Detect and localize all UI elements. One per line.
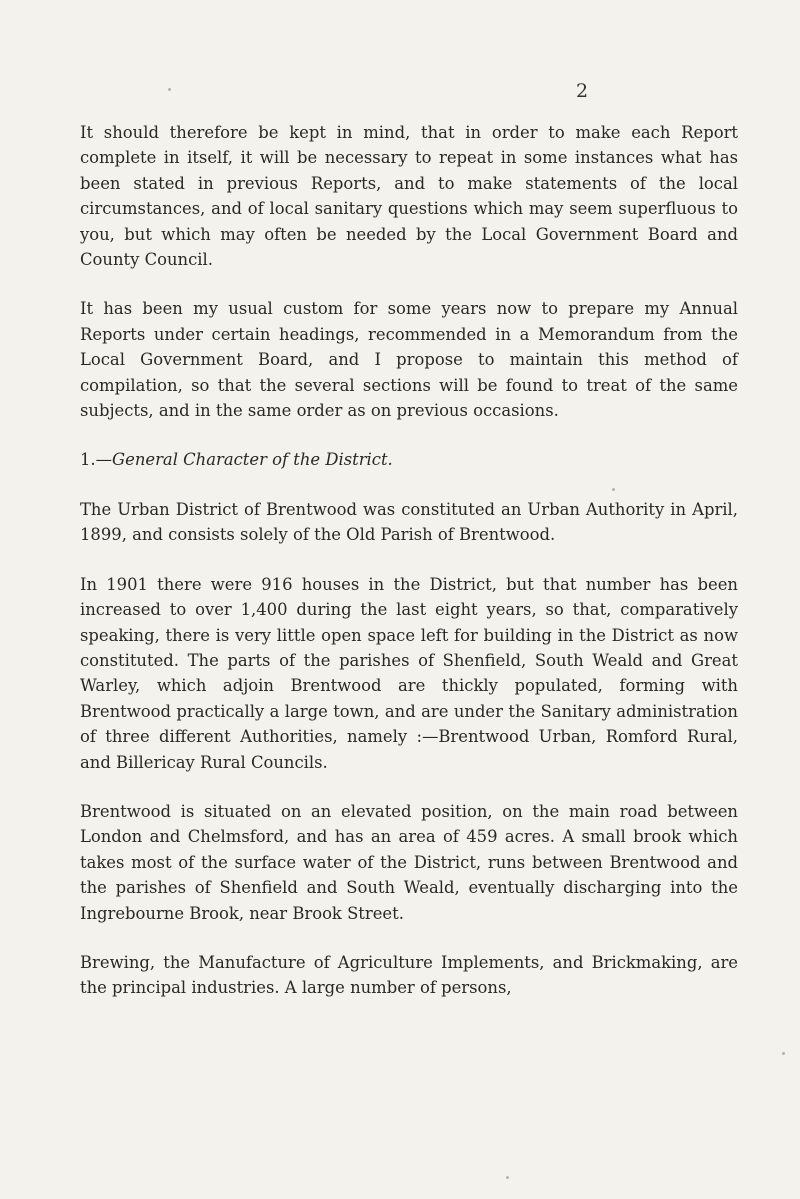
paragraph-annual-reports — [80, 296, 738, 423]
section-number: 1.— — [80, 450, 113, 470]
paper-speck — [612, 488, 615, 491]
paper-speck — [506, 1176, 509, 1179]
paper-speck — [168, 88, 171, 91]
section-heading — [80, 447, 738, 472]
body-text — [80, 120, 738, 1025]
paragraph-text: It should therefore be kept in mind, that in order to make each Report complete in itself, it will be necessary to repeat in some instances what has been stated in previous Reports, and to make statements of the local circumstances, and of local sanitary questions which may seem superfluous to you, but which may often be needed by the Local Government Board and County Council. — [80, 123, 738, 270]
paragraph-text: The Urban District of Brentwood was constituted an Urban Authority in April, 1899, and consists solely of the Old Parish of Brentwood. — [80, 499, 738, 545]
paragraph-situation — [80, 799, 738, 926]
paragraph-text: In 1901 there were 916 houses in the District, but that number has been increased to over 1,400 during the last eight years, so that, comparatively speaking, there is very little open space left for building in the District as now constituted. The parts of the parishes of Shenfield, South Weald and Great Warley, which adjoin Brentwood are thickly populated, forming with Brentwood practically a large town, and are under the Sanitary administration of three different Authorities, namely :—Brentwood Urban, Romford Rural, and Billericay Rural Councils. — [80, 574, 738, 772]
paragraph-text: Brewing, the Manufacture of Agriculture Implements, and Brickmaking, are the principal industries. A large number of persons, — [80, 952, 738, 998]
paragraph-text: It has been my usual custom for some years now to prepare my Annual Reports under certain headings, recommended in a Memorandum from the Local Government Board, and I propose to maintain this method of compilation, so that the several sections will be found to treat of the same subjects, and in the same order as on previous occasions. — [80, 299, 738, 421]
section-title: General Character of the District. — [112, 450, 393, 470]
paragraph-houses — [80, 572, 738, 775]
paragraph-report-completeness — [80, 120, 738, 272]
paragraph-urban-district — [80, 497, 738, 548]
paper-speck — [782, 1052, 785, 1055]
page-number: 2 — [576, 80, 589, 102]
paragraph-text: Brentwood is situated on an elevated position, on the main road between London and Chelmsford, and has an area of 459 acres. A small brook which takes most of the surface water of the District, runs between Brentwood and the parishes of Shenfield and South Weald, eventually discharging into the Ingrebourne Brook, near Brook Street. — [80, 801, 738, 923]
paragraph-industries — [80, 950, 738, 1001]
